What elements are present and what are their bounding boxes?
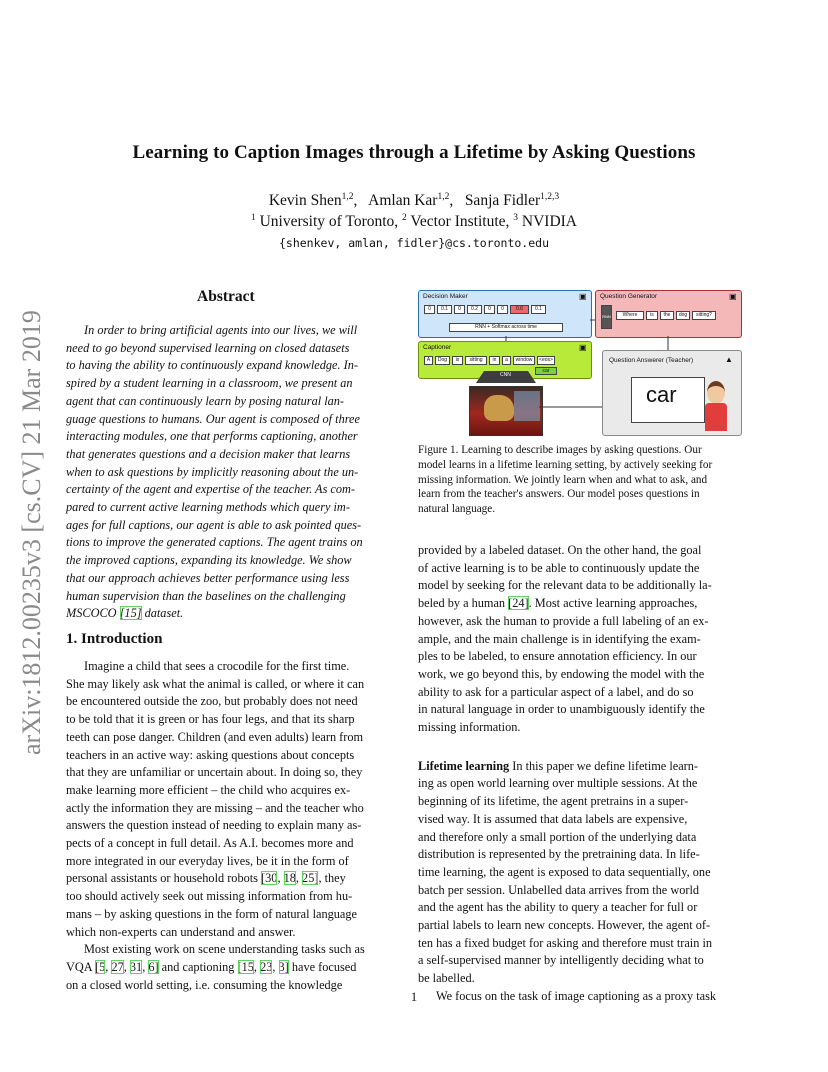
caption-word-cell: a [502, 356, 511, 365]
text-line: partial labels to learn new concepts. However, the agent of- [418, 918, 711, 933]
probability-cell: 0 [424, 305, 435, 314]
caption-word-cell: in [489, 356, 500, 365]
text-line: provided by a labeled dataset. On the other hand, the goal [418, 543, 702, 557]
text-line: batch per session. Unlabelled data arrives from the world [418, 882, 700, 897]
section-heading-introduction: 1. Introduction [66, 631, 163, 647]
text-line: distribution is represented by the pretraining data. In life- [418, 847, 700, 862]
abstract-heading: Abstract [197, 288, 255, 305]
text-line: learn from the teacher's answers. Our model poses questions in [418, 488, 700, 501]
affil-name: University of Toronto, [259, 213, 399, 231]
citation-link[interactable]: 6] [148, 959, 159, 974]
citation-link[interactable]: 25] [302, 871, 319, 886]
probability-cell: 0 [484, 305, 495, 314]
text-line: Imagine a child that sees a crocodile for the first time. [84, 659, 350, 673]
affil-marker: 2 [402, 213, 407, 223]
car-chip: car [535, 367, 557, 375]
paragraph-lead: Lifetime learning [418, 758, 510, 773]
text-line: that generates questions and a decision maker that learns [66, 446, 351, 461]
affil-marker: 3 [513, 213, 519, 223]
graduation-cap-icon: ▲ [725, 355, 733, 364]
text-line: ages for full captions, our agent is able to ask pointed ques- [66, 517, 362, 532]
text-line: be encountered outside the zoo, but probably does not need [66, 694, 358, 709]
text-line: ples to be labeled, to ensure annotation efficiency. In our [418, 649, 697, 664]
text-line: to be told that it is green or has four legs, and that its sharp [66, 712, 355, 727]
text-line: answers the question instead of needing to explain many as- [66, 818, 362, 833]
citation-link[interactable]: [5 [95, 959, 106, 974]
caption-word-cell: sitting [465, 356, 487, 365]
author-affil-marker: 1,2 [341, 192, 354, 202]
text-line: pects of a concept in full detail. As A.I. becomes more and [66, 836, 354, 851]
rnn-label: RNN + Softmax across time [449, 323, 563, 332]
citation-link[interactable]: [15] [119, 606, 142, 621]
text-line: teeth can pose danger. Children (and even adults) learn from [66, 729, 364, 744]
arxiv-stamp [6, 285, 50, 755]
question-word-cell: the [660, 311, 674, 320]
text-line: agent that can continuously learn by posing natural lan- [66, 393, 345, 408]
text-line: the improved captions, expanding its knowledge. We show [66, 553, 352, 568]
author-name: Kevin Shen [268, 192, 342, 210]
text-line: a self-supervised manner by intelligently deciding what to [418, 953, 704, 968]
text-line: VQA [5, 27, 31, 6] and captioning [15, 23, 3] have focused [66, 959, 357, 974]
text-line: of active learning is to be able to continuously update the [418, 560, 700, 575]
text-line: make learning more efficient – the child who acquires ex- [66, 782, 351, 797]
text-line: vised way. It is assumed that data labels are expensive, [418, 811, 688, 826]
text-line: too should actively seek out missing information from hu- [66, 889, 353, 904]
citation-link[interactable]: [15 [237, 959, 254, 974]
text-line: Most existing work on scene understanding tasks such as [84, 942, 365, 957]
robot-icon: ▣ [729, 292, 737, 301]
figure-caption [418, 443, 740, 517]
text-line: when to ask questions by implicitly reasoning about the un- [66, 464, 359, 479]
text-line: ten has a fixed budget for asking and therefore must train in [418, 935, 713, 950]
text-line: personal assistants or household robots [30, 18, 25], they [66, 871, 346, 886]
abstract-text: MSCOCO [66, 606, 120, 621]
text-line: ability to ask for a particular aspect of a label, and do so [418, 684, 694, 699]
author-emails: {shenkev, amlan, fidler}@cs.toronto.edu [278, 236, 550, 250]
text-line: be labelled. [418, 971, 475, 986]
citation-link[interactable]: 27 [111, 959, 124, 974]
text-line: and therefore only a small portion of the underlying data [418, 829, 697, 844]
text-line: to having the ability to continuously expand knowledge. In- [66, 358, 358, 373]
robot-icon: ▣ [579, 343, 587, 352]
text-line: which non-experts can understand and answer. [66, 924, 296, 939]
caption-word-cell: Dog [435, 356, 450, 365]
text-line: In order to bring artificial agents into our lives, we will [84, 323, 358, 337]
text-line: pared to current active learning methods which query im- [66, 500, 350, 515]
citation-link[interactable]: [24] [508, 596, 529, 611]
citation-link[interactable]: 3] [278, 959, 289, 974]
text-line: in natural language in order to unambiguously identify the [418, 702, 705, 717]
text-line: tions to improve the generated captions. The agent trains on [66, 535, 363, 550]
probability-cell: 0.1 [437, 305, 452, 314]
text-line: ing as open world learning over multiple sessions. At the [418, 776, 698, 791]
text-line: missing information. We jointly learn when and what to ask, and [418, 473, 708, 486]
caption-word-cell: A [424, 356, 433, 365]
text-line: work, we go beyond this, by endowing the model with the [418, 666, 705, 681]
qgen-rnn-block: RNN [601, 305, 612, 329]
text-line: ample, and the main challenge is in identifying the exam- [418, 631, 701, 646]
figure-1 [418, 290, 740, 434]
intro-body [66, 658, 389, 994]
question-word-cell: is [646, 311, 658, 320]
probability-cell: 0 [454, 305, 465, 314]
caption-word-cell: window [513, 356, 535, 365]
text-line: She may likely ask what the animal is called, or where it can [66, 676, 365, 691]
figure-arrows [418, 290, 740, 434]
arxiv-stamp-text: arXiv:1812.00235v3 [cs.CV] 21 Mar 2019 [17, 310, 46, 755]
text-line: We focus on the task of image captioning as a proxy task [436, 988, 717, 1003]
author-name: Sanja Fidler [464, 192, 541, 210]
cnn-label: CNN [500, 372, 511, 378]
author-affil-marker: 1,2,3 [540, 192, 560, 202]
text-line: human supervision than the baselines on the challenging [66, 588, 346, 603]
text-line: beled by a human [24]. Most active learning approaches, [418, 596, 698, 611]
decision-maker-label: Decision Maker [423, 293, 468, 300]
affiliations [0, 213, 828, 231]
text-line: however, ask the human to provide a full labeling of an ex- [418, 613, 709, 628]
captioner-label: Captioner [423, 344, 452, 351]
text-line: model by seeking for the relevant data to be additionally la- [418, 578, 712, 593]
affil-marker: 1 [250, 213, 256, 223]
text-line: spired by a student learning in a classroom, we present an [66, 376, 353, 391]
text-line: beginning of its lifetime, the agent pretrains in a super- [418, 794, 689, 809]
affil-name: Vector Institute, [410, 213, 510, 231]
question-word-cell: Where [616, 311, 644, 320]
citation-link[interactable]: [30 [261, 871, 278, 886]
probability-cell: 0.6 [510, 305, 529, 314]
text-line: mans – by asking questions in the form of natural language [66, 906, 357, 921]
text-line: guage questions to humans. Our agent is composed of three [66, 411, 360, 426]
text-line: teachers in an active way: asking questions about concepts [66, 747, 355, 762]
probability-cell: 0.1 [531, 305, 546, 314]
text-line: Lifetime learning In this paper we define lifetime learn- [418, 758, 698, 773]
author-affil-marker: 1,2 [437, 192, 450, 202]
text-line: time learning, the agent is exposed to data sequentially, one [418, 864, 711, 879]
teacher-label: Question Answerer (Teacher) [609, 357, 694, 364]
probability-cell: 0.2 [467, 305, 482, 314]
abstract-text: dataset. [141, 606, 184, 621]
abstract-body [66, 322, 389, 623]
question-word-cell: sitting? [692, 311, 716, 320]
author-list: Kevin Shen$^{1,2}$, Amlan Kar$^{1,2}$, Sanja Fidler$^{1,2,3}$ [268, 192, 560, 210]
text-line: that our approach achieves better performance using less [66, 570, 350, 585]
caption-word-cell: <eos> [537, 356, 555, 365]
robot-icon: ▣ [579, 292, 587, 301]
paper-title: Learning to Caption Images through a Lifetime by Asking Questions [132, 142, 696, 163]
whiteboard-word: car [646, 382, 677, 407]
text-line: Figure 1. Learning to describe images by asking questions. Our [418, 444, 702, 456]
page-number: 1 [410, 990, 418, 1004]
text-line: actly the information they are missing – and the teacher who [66, 800, 364, 815]
text-line: on a closed world setting, i.e. consuming the knowledge [66, 977, 343, 992]
text-line: need to go beyond supervised learning on closed datasets [66, 340, 350, 355]
author-name: Amlan Kar [368, 192, 438, 210]
text-line: that they are unfamiliar or uncertain about. In doing so, they [66, 765, 363, 780]
right-column-body [418, 542, 740, 1006]
probability-cell: 0 [497, 305, 508, 314]
text-line: more integrated in our everyday lives, be it in the form of [66, 853, 349, 868]
question-word-cell: dog [676, 311, 690, 320]
text-line: and the agent has the ability to query a teacher for full or [418, 900, 698, 915]
text-line: natural language. [418, 503, 496, 516]
text-line: certainty of the agent and expertise of the teacher. As com- [66, 482, 356, 497]
text-line: missing information. [418, 720, 521, 735]
citation-link[interactable]: 23 [260, 959, 273, 974]
citation-link[interactable]: 31 [129, 959, 143, 974]
question-generator-label: Question Generator [600, 293, 658, 300]
caption-word-cell: is [452, 356, 463, 365]
affil-name: NVIDIA [521, 213, 578, 231]
citation-link[interactable]: 18 [283, 871, 296, 886]
text-line: interacting modules, one that performs captioning, another [66, 429, 358, 444]
text-line: model learns in a lifetime learning setting, by actively seeking for [418, 458, 713, 471]
